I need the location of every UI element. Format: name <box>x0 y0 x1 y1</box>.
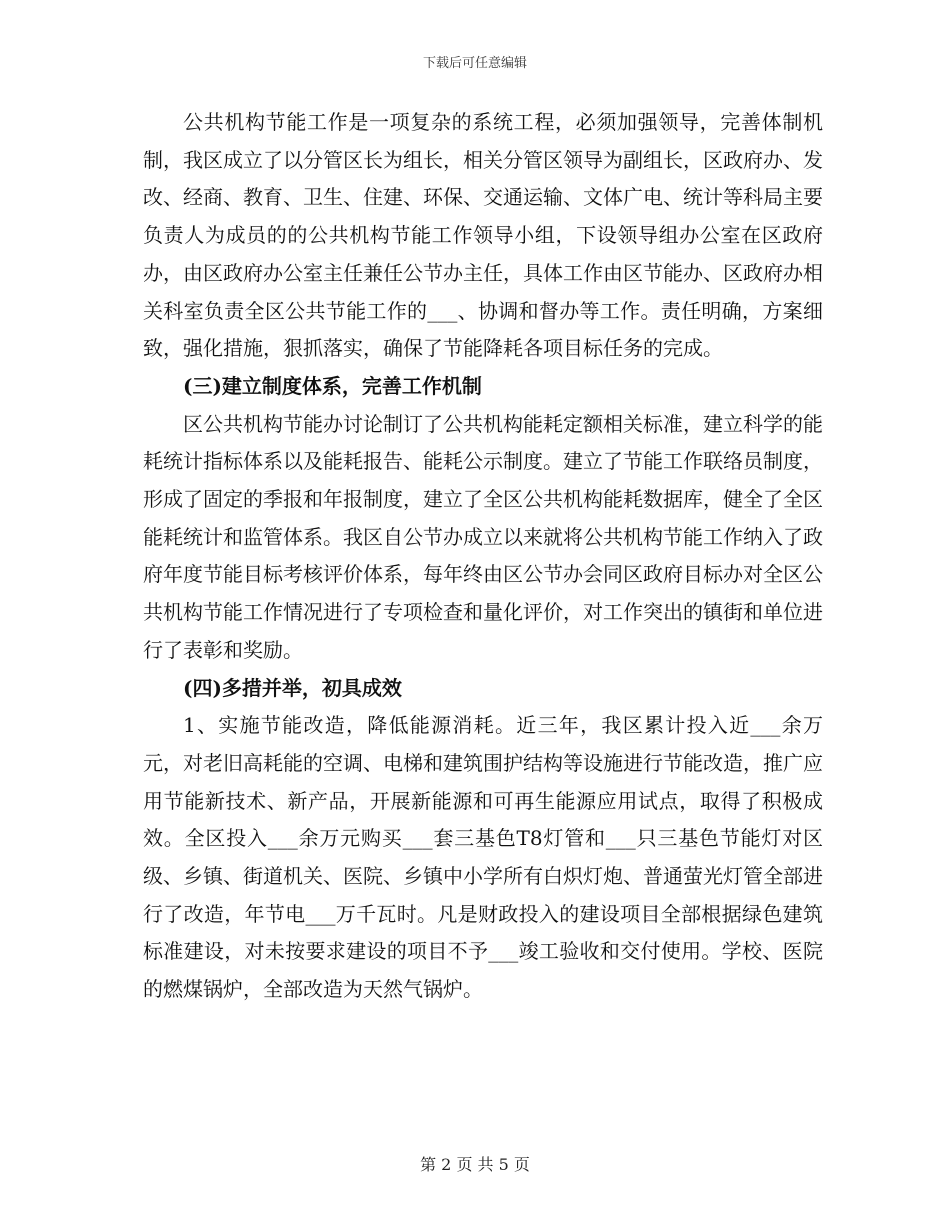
section-heading-4: (四)多措并举，初具成效 <box>183 675 402 700</box>
section-heading-3: (三)建立制度体系，完善工作机制 <box>183 373 482 398</box>
paragraph-measures: 1、实施节能改造，降低能源消耗。近三年，我区累计投入近___余万元，对老旧高耗能的空调、电梯和建筑围护结构等设施进行节能改造，推广应用节能新技术、新产品，开展新能源和可再生能源应用试点，取得了积极成效。全区投入___余万元购买___套三基色T8灯管和___只三基色节能灯对区级、乡镇、街道机关、医院、乡镇中小学所有白炽灯炮、普通萤光灯管全部进行了改造，年节电___万千瓦时。凡是财政投入的建设项目全部根据绿色建筑标准建设，对未按要求建设的项目不予___竣工验收和交付使用。学校、医院的燃煤锅炉，全部改造为天然气锅炉。 <box>143 713 823 1002</box>
page-header: 下载后可任意编辑 <box>422 56 527 71</box>
document-body <box>143 104 823 1009</box>
page-footer: 第 2 页 共 5 页 <box>420 1155 530 1174</box>
paragraph-system: 区公共机构节能办讨论制订了公共机构能耗定额相关标准，建立科学的能耗统计指标体系以及能耗报告、能耗公示制度。建立了节能工作联络员制度，形成了固定的季报和年报制度，建立了全区公共机构能耗数据库，健全了全区能耗统计和监管体系。我区自公节办成立以来就将公共机构节能工作纳入了政府年度节能目标考核评价体系，每年终由区公节办会同区政府目标办对全区公共机构节能工作情况进行了专项检查和量化评价，对工作突出的镇街和单位进行了表彰和奖励。 <box>143 411 823 662</box>
paragraph-leadership: 公共机构节能工作是一项复杂的系统工程，必须加强领导，完善体制机制，我区成立了以分管区长为组长，相关分管区领导为副组长，区政府办、发改、经商、教育、卫生、住建、环保、交通运输、文体广电、统计等科局主要负责人为成员的的公共机构节能工作领导小组，下设领导组办公室在区政府办，由区政府办公室主任兼任公节办主任，具体工作由区节能办、区政府办相关科室负责全区公共节能工作的___、协调和督办等工作。责任明确，方案细致，强化措施，狠抓落实，确保了节能降耗各项目标任务的完成。 <box>143 110 823 361</box>
